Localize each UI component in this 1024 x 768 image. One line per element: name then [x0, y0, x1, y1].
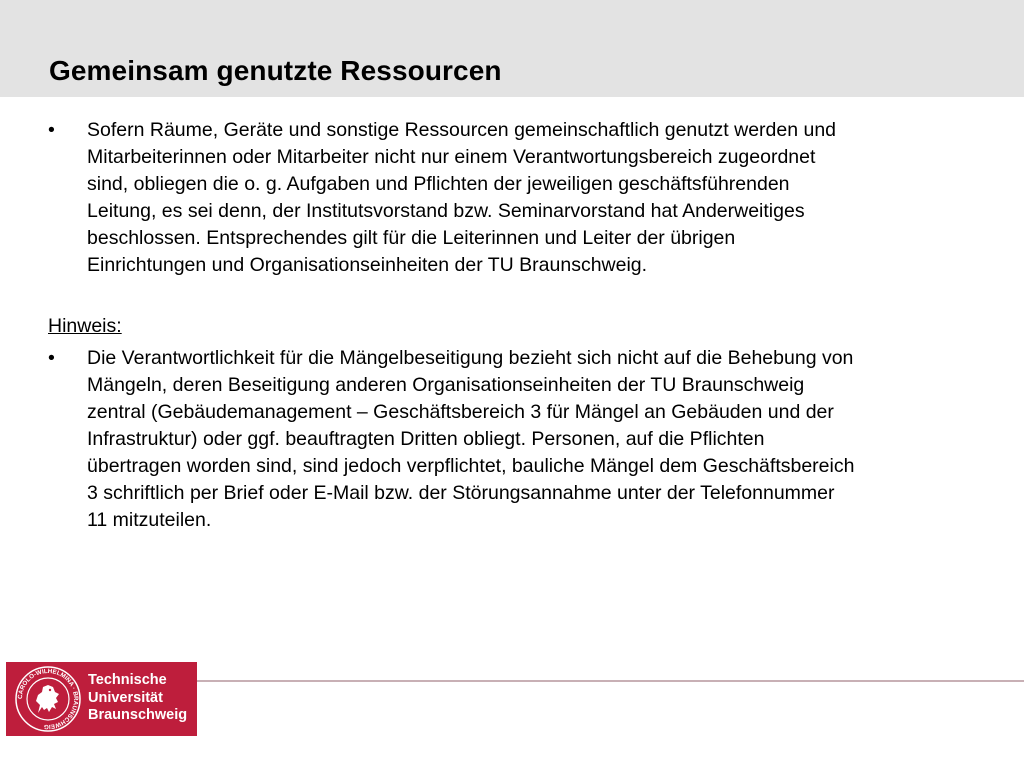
bullet-marker: •: [48, 347, 55, 369]
footer-divider: [196, 680, 1024, 682]
bullet-text: Sofern Räume, Geräte und sonstige Ressourcen gemeinschaftlich genutzt werden und Mitarbeiterinnen oder Mitarbeiter nicht nur einem Verantwortungsbereich zugeordnet sind, obliegen die o. g. Aufgaben und Pflichten der jeweiligen geschäftsführenden Leitung, es sei denn, der Institutsvorstand bzw. Seminarvorstand hat Anderweitiges beschlossen. Entsprechendes gilt für die Leiterinnen und Leiter der übrigen Einrichtungen und Organisationseinheiten der TU Braunschweig.: [87, 119, 837, 276]
bullet-text: Die Verantwortlichkeit für die Mängelbeseitigung bezieht sich nicht auf die Behebung von Mängeln, deren Beseitigung anderen Organisationseinheiten der TU Braunschweig zentral (Gebäudemanagement – Geschäftsbereich 3 für Mängel an Gebäuden und der Infrastruktur) oder ggf. beauftragten Dritten obliegt. Personen, auf die Pflichten übertragen worden sind, sind jedoch verpflichtet, bauliche Mängel dem Geschäftsbereich 3 schriftlich per Brief oder E-Mail bzw. der Störungsannahme unter der Telefonnummer 11 mitzuteilen.: [87, 347, 855, 531]
seal-text: CAROLO-WILHELMINA · BRAUNSCHWEIG: [16, 667, 80, 731]
tu-braunschweig-logo: [6, 662, 197, 736]
bullet-item: [48, 345, 998, 534]
bullet-marker: •: [48, 119, 55, 141]
spacer: [48, 279, 998, 313]
university-seal-lion-icon: [14, 665, 82, 733]
logo-wordmark: Technische Universität Braunschweig: [88, 672, 188, 723]
note-label: Hinweis:: [48, 315, 122, 337]
bullet-item: [48, 117, 998, 279]
slide-title: Gemeinsam genutzte Ressourcen: [49, 55, 502, 86]
slide-content: [48, 117, 998, 534]
